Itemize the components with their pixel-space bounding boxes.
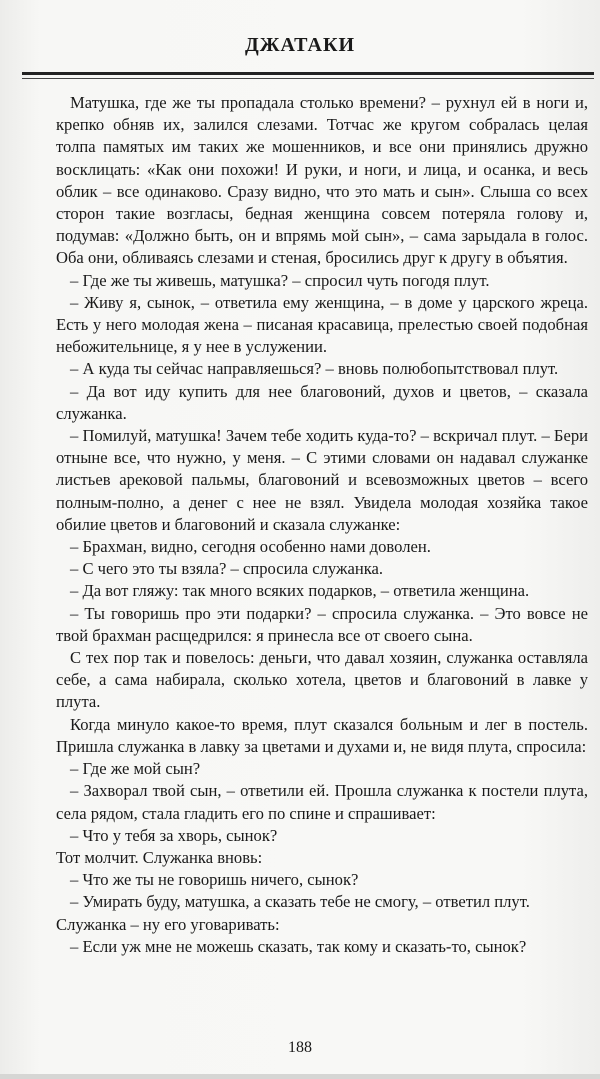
body-text: [56, 92, 588, 958]
paragraph: Служанка – ну его уговаривать:: [56, 914, 280, 934]
paragraph: – Где же мой сын?: [70, 759, 201, 779]
page-number: 188: [288, 1039, 312, 1056]
paragraph: – Где же ты живешь, матушка? – спросил чуть погодя плут.: [70, 270, 490, 290]
paragraph: – Что у тебя за хворь, сынок?: [70, 825, 278, 845]
paragraph: – С чего это ты взяла? – спросила служанка.: [70, 559, 384, 579]
paragraph: – Да вот иду купить для нее благовоний, духов и цветов, – сказала служанка.: [56, 381, 588, 423]
header-rule-thick: [22, 72, 594, 75]
paragraph: – Да вот гляжу: так много всяких подарков, – ответила женщина.: [70, 581, 530, 601]
paragraph: – Умирать буду, матушка, а сказать тебе не смогу, – ответил плут.: [70, 892, 530, 912]
paragraph: – Если уж мне не можешь сказать, так кому и сказать-то, сынок?: [70, 936, 527, 956]
paragraph: – Ты говоришь про эти подарки? – спросила служанка. – Это вовсе не твой брахман расщедрился: я принесла все от своего сына.: [56, 603, 588, 645]
page-bottom-edge: [0, 1074, 600, 1079]
paragraph: С тех пор так и повелось: деньги, что давал хозяин, служанка оставляла себе, а сама набирала, сколько хотела, цветов и благовоний в лавке у плута.: [56, 648, 588, 712]
paragraph: – Захворал твой сын, – ответили ей. Прошла служанка к постели плута, села рядом, стала гладить его по спине и спрашивает:: [56, 781, 588, 823]
paragraph: Когда минуло какое-то время, плут сказался больным и лег в постель. Пришла служанка в лавку за цветами и духами и, не видя плута, спросила:: [56, 714, 588, 756]
paragraph: – Брахман, видно, сегодня особенно нами доволен.: [70, 537, 431, 557]
paragraph: – А куда ты сейчас направляешься? – вновь полюбопытствовал плут.: [70, 359, 559, 379]
paragraph: Матушка, где же ты пропадала столько времени? – рухнул ей в ноги и, крепко обняв их, залился слезами. Тотчас же кругом собралась целая толпа памятых им таких же мошенников, и все они принялись дружно восклицать: «Как они похожи! И руки, и ноги, и лица, и осанка, и весь облик – все одинаково. Сразу видно, что это мать и сын». Слыша со всех сторон такие возгласы, бедная женщина совсем потеряла голову и, подумав: «Должно быть, он и впрямь мой сын», – сама зарыдала в голос. Оба они, обливаясь слезами и стеная, бросились друг к другу в объятия.: [56, 93, 588, 268]
header-rule-thin: [22, 78, 594, 79]
paragraph: Тот молчит. Служанка вновь:: [56, 847, 263, 867]
paragraph: – Живу я, сынок, – ответила ему женщина, – в доме у царского жреца. Есть у него молодая жена – писаная красавица, прелестью своей подобная небожительнице, я у нее в услужении.: [56, 292, 588, 357]
paragraph: – Помилуй, матушка! Зачем тебе ходить куда-то? – вскричал плут. – Бери отныне все, что нужно, у меня. – С этими словами он надавал служанке листьев арековой пальмы, благовоний и всевозможных цветов – всего полным-полно, а денег с нее не взял. Увидела молодая хозяйка такое обилие цветов и благовоний и сказала служанке:: [56, 426, 588, 534]
running-head-title: ДЖАТАКИ: [244, 34, 356, 56]
paragraph: – Что же ты не говоришь ничего, сынок?: [70, 870, 359, 890]
